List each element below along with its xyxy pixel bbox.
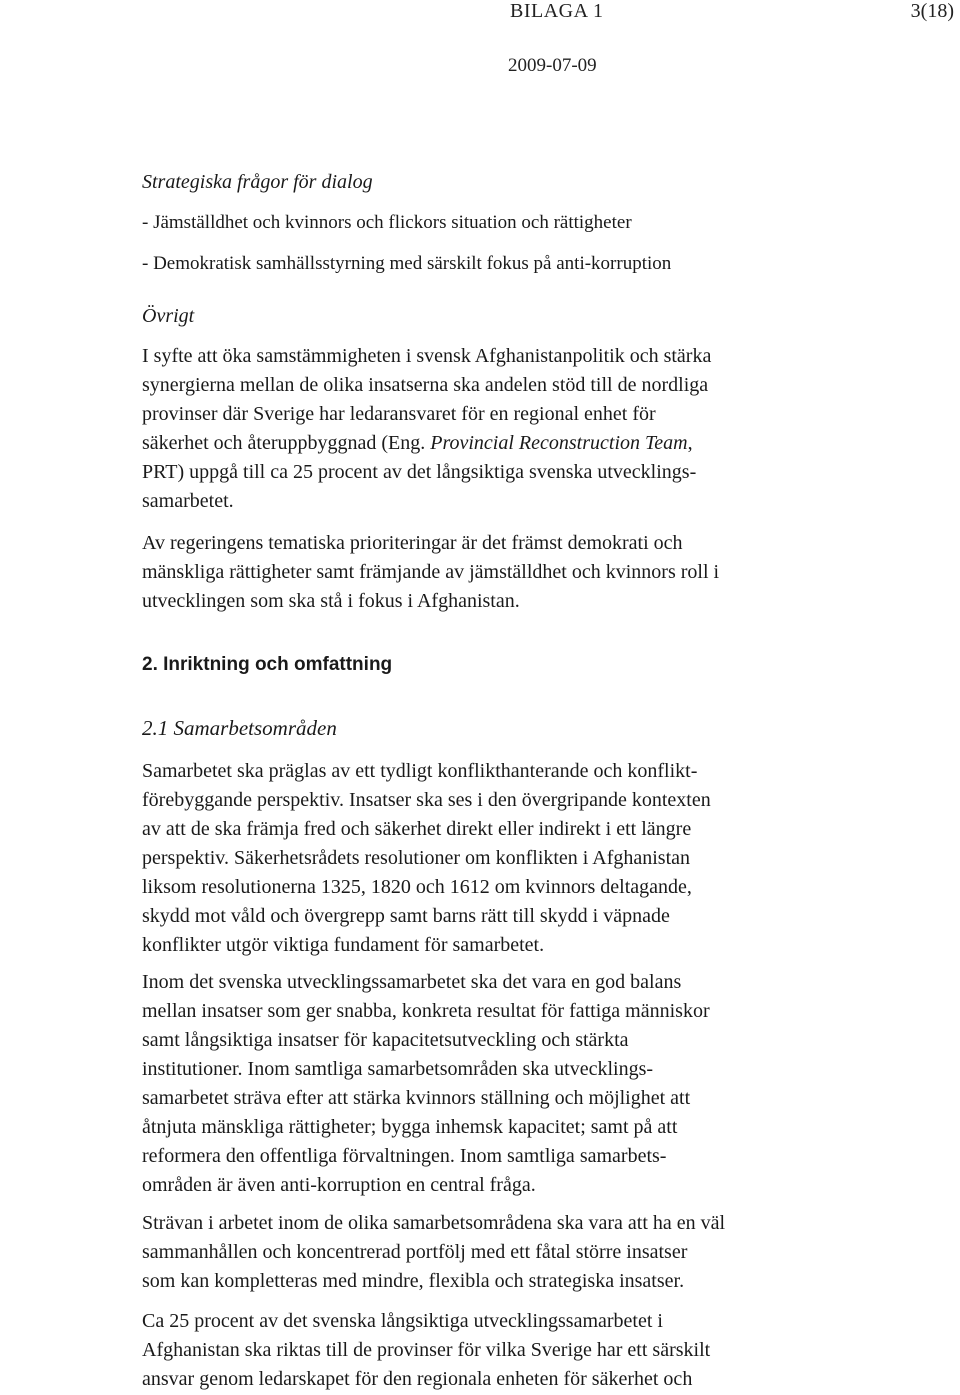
text-line: Samarbetet ska präglas av ett tydligt konflikthanterande och konflikt-	[142, 760, 698, 782]
paragraph	[142, 757, 842, 960]
strategic-item: - Jämställdhet och kvinnors och flickors situation och rättigheter	[142, 212, 632, 233]
text-line: av att de ska främja fred och säkerhet direkt eller indirekt i ett längre	[142, 818, 692, 840]
text-line: I syfte att öka samstämmigheten i svensk Afghanistanpolitik och stärka	[142, 345, 712, 367]
text-line: Afghanistan ska riktas till de provinser för vilka Sverige har ett särskilt	[142, 1339, 711, 1361]
paragraph	[142, 968, 842, 1200]
text-line: mänskliga rättigheter samt främjande av jämställdhet och kvinnors roll i	[142, 561, 720, 583]
text-line	[142, 429, 842, 458]
text-line: konflikter utgör viktiga fundament för samarbetet.	[142, 934, 545, 956]
strategic-item: - Demokratisk samhällsstyrning med särskilt fokus på anti-korruption	[142, 253, 672, 274]
text-line: sammanhållen och koncentrerad portfölj med ett fåtal större insatser	[142, 1241, 688, 1263]
subsection-heading: 2.1 Samarbetsområden	[142, 716, 337, 740]
text-line: mellan insatser som ger snabba, konkreta resultat för fattiga människor	[142, 1000, 710, 1022]
paragraph-ovrigt-1	[142, 342, 842, 516]
text-segment: ,	[687, 432, 693, 454]
paragraph-ovrigt-2	[142, 529, 842, 616]
text-line: Inom det svenska utvecklingssamarbetet ska det vara en god balans	[142, 971, 682, 993]
text-line: åtnjuta mänskliga rättigheter; bygga inhemsk kapacitet; samt på att	[142, 1116, 678, 1138]
text-line: samarbetet sträva efter att stärka kvinnors ställning och möjlighet att	[142, 1087, 691, 1109]
text-line: förebyggande perspektiv. Insatser ska ses i den övergripande kontexten	[142, 789, 711, 811]
section-heading: 2. Inriktning och omfattning	[142, 654, 393, 675]
text-segment: säkerhet och återuppbyggnad (Eng.	[142, 432, 431, 454]
text-line: institutioner. Inom samtliga samarbetsområden ska utvecklings-	[142, 1058, 654, 1080]
page-number: 3(18)	[910, 0, 954, 22]
text-line: samarbetet.	[142, 490, 234, 512]
text-line: områden är även anti-korruption en central fråga.	[142, 1174, 536, 1196]
text-line: provinser där Sverige har ledaransvaret för en regional enhet för	[142, 403, 656, 425]
text-line: synergierna mellan de olika insatserna ska andelen stöd till de nordliga	[142, 374, 709, 396]
text-line: samt långsiktiga insatser för kapacitetsutveckling och stärkta	[142, 1029, 629, 1051]
ovrigt-heading: Övrigt	[142, 305, 195, 327]
italic-term: Provincial Reconstruction Team	[430, 432, 688, 454]
text-line: perspektiv. Säkerhetsrådets resolutioner om konflikten i Afghanistan	[142, 847, 691, 869]
text-line: PRT) uppgå till ca 25 procent av det långsiktiga svenska utvecklings-	[142, 461, 697, 483]
paragraph	[142, 1209, 842, 1296]
text-line: skydd mot våld och övergrepp samt barns rätt till skydd i väpnade	[142, 905, 670, 927]
text-line: Strävan i arbetet inom de olika samarbetsområdena ska vara att ha en väl	[142, 1212, 726, 1234]
text-line: ansvar genom ledarskapet för den regionala enheten för säkerhet och	[142, 1368, 693, 1390]
text-line: liksom resolutionerna 1325, 1820 och 1612 om kvinnors deltagande,	[142, 876, 692, 898]
text-line: utvecklingen som ska stå i fokus i Afghanistan.	[142, 590, 520, 612]
text-line: Ca 25 procent av det svenska långsiktiga utvecklingssamarbetet i	[142, 1310, 663, 1332]
text-line: Av regeringens tematiska prioriteringar är det främst demokrati och	[142, 532, 683, 554]
text-line: som kan kompletteras med mindre, flexibla och strategiska insatser.	[142, 1270, 685, 1292]
document-date: 2009-07-09	[508, 55, 597, 76]
document-label: BILAGA 1	[510, 0, 604, 22]
strategic-heading: Strategiska frågor för dialog	[142, 171, 373, 193]
text-line: reformera den offentliga förvaltningen. Inom samtliga samarbets-	[142, 1145, 667, 1167]
paragraph	[142, 1307, 842, 1394]
